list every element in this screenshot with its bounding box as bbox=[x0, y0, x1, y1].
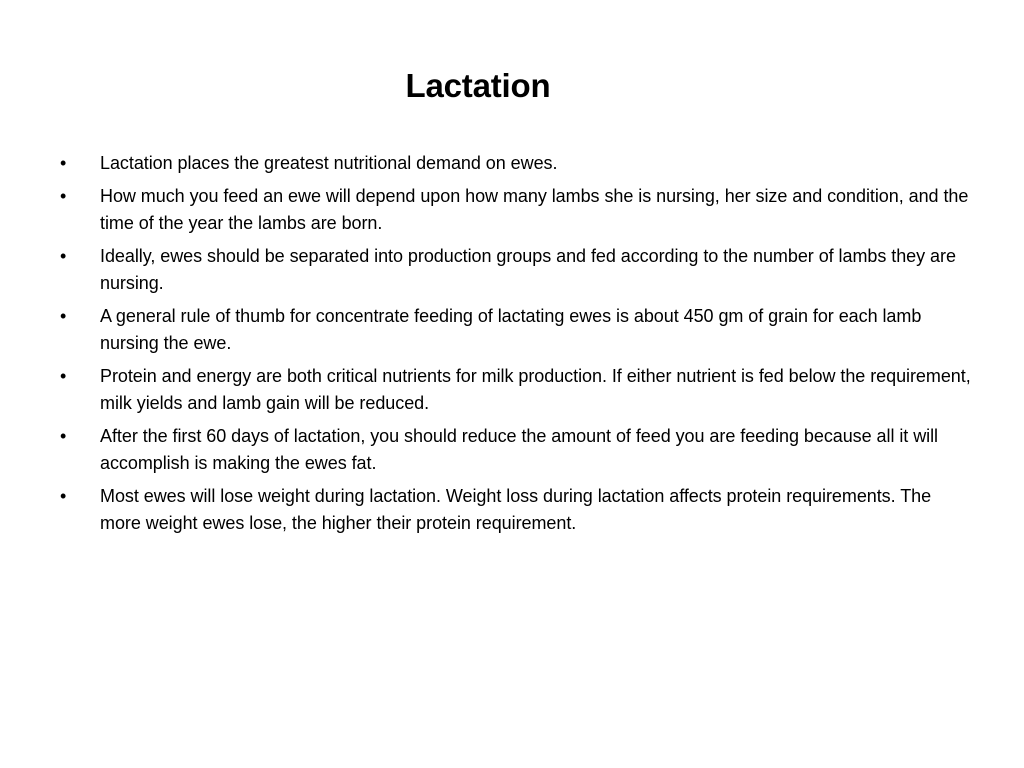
bullet-icon: • bbox=[60, 153, 67, 173]
bullet-text: A general rule of thumb for concentrate feeding of lactating ewes is about 450 gm of grain for each lamb nursing the ewe. bbox=[100, 305, 922, 353]
bullet-text: Most ewes will lose weight during lactation. Weight loss during lactation affects protein requirements. The more weight ewes lose, the higher their protein requirement. bbox=[100, 485, 932, 533]
bullet-icon: • bbox=[60, 365, 67, 386]
bullet-icon: • bbox=[60, 245, 67, 266]
bullet-icon: • bbox=[60, 485, 67, 506]
bullet-icon: • bbox=[60, 305, 67, 326]
bullet-icon: • bbox=[60, 185, 67, 206]
list-item bbox=[56, 183, 976, 238]
bullet-text: Ideally, ewes should be separated into production groups and fed according to the number of lambs they are nursing. bbox=[100, 245, 956, 293]
bullet-icon: • bbox=[60, 425, 67, 446]
bullet-text: Lactation places the greatest nutritional demand on ewes. bbox=[100, 153, 558, 173]
bullet-text: Protein and energy are both critical nutrients for milk production. If either nutrient is fed below the requirement, milk yields and lamb gain will be reduced. bbox=[100, 365, 971, 413]
list-item bbox=[56, 423, 976, 478]
list-item bbox=[56, 483, 976, 538]
bullet-text: How much you feed an ewe will depend upon how many lambs she is nursing, her size and condition, and the time of the year the lambs are born. bbox=[100, 185, 969, 233]
list-item bbox=[56, 243, 976, 298]
bullet-text: After the first 60 days of lactation, you should reduce the amount of feed you are feeding because all it will accomplish is making the ewes fat. bbox=[100, 425, 939, 473]
list-item bbox=[56, 303, 976, 358]
slide-title: Lactation bbox=[405, 67, 551, 104]
bullet-list bbox=[56, 150, 976, 543]
list-item bbox=[56, 150, 976, 178]
list-item bbox=[56, 363, 976, 418]
